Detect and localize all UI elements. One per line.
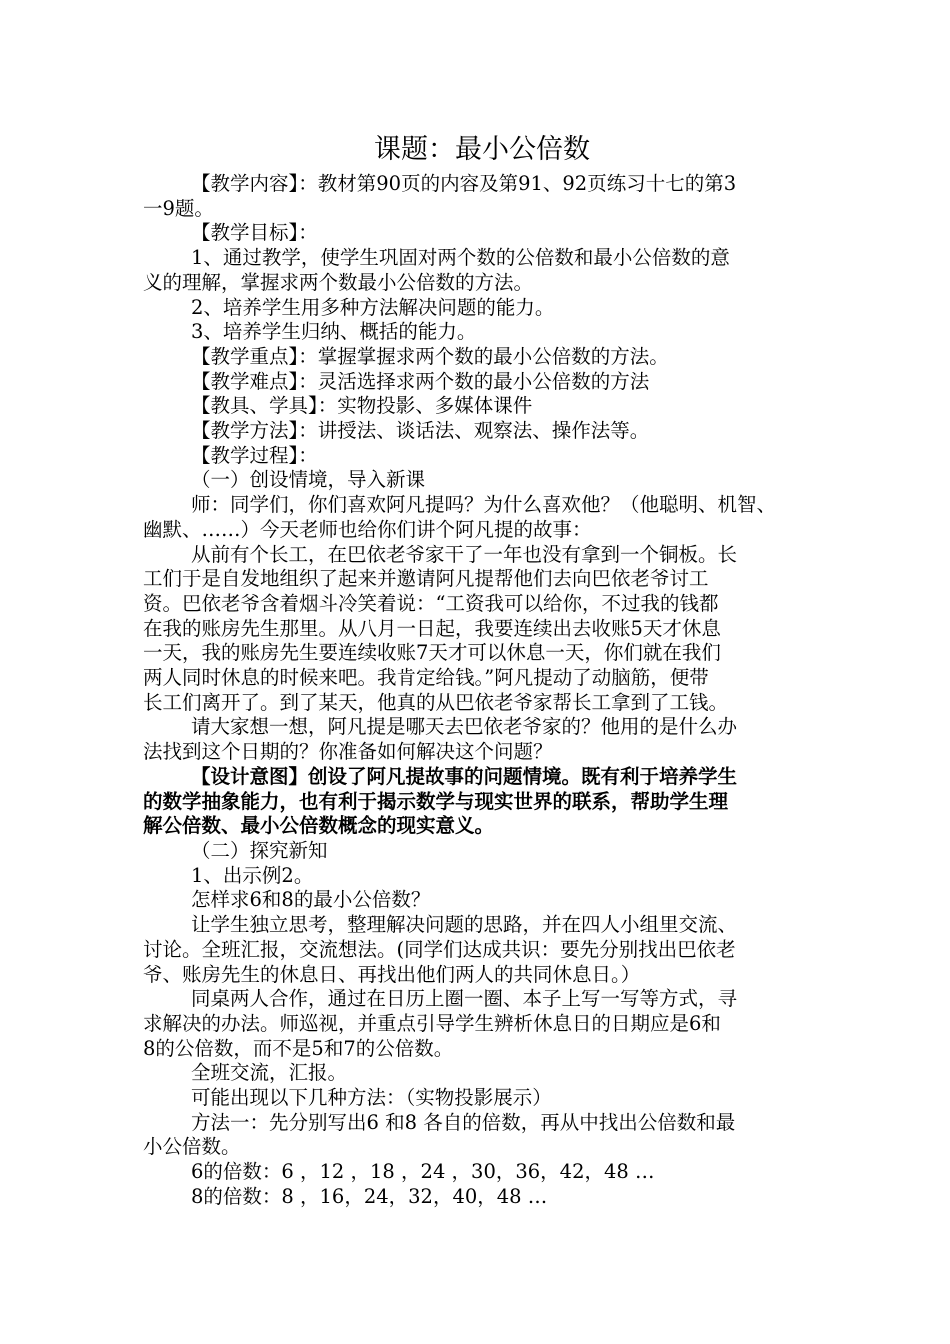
text-line: 长工们离开了。到了某天，他真的从巴依老爷家帮长工拿到了工钱。 bbox=[143, 690, 729, 714]
text-line: 【设计意图】创设了阿凡提故事的问题情境。既有利于培养学生 bbox=[191, 764, 738, 788]
text-line: 的数学抽象能力，也有利于揭示数学与现实世界的联系，帮助学生理 bbox=[143, 789, 729, 813]
text-line: 解公倍数、最小公倍数概念的现实意义。 bbox=[143, 814, 495, 838]
text-line: 【教学难点】：灵活选择求两个数的最小公倍数的方法 bbox=[191, 369, 650, 393]
text-line: 从前有个长工，在巴依老爷家干了一年也没有拿到一个铜板。长 bbox=[191, 542, 738, 566]
text-line: 【教学目标】： bbox=[191, 221, 318, 245]
text-line: 小公倍数。 bbox=[143, 1135, 241, 1159]
text-line: 一天，我的账房先生要连续收账7天才可以休息一天，你们就在我们 bbox=[143, 641, 721, 665]
text-line: 资。巴依老爷含着烟斗冷笑着说：“工资我可以给你，不过我的钱都 bbox=[143, 591, 719, 615]
text-line: 2、培养学生用多种方法解决问题的能力。 bbox=[191, 295, 555, 319]
text-line: 义的理解，掌握求两个数最小公倍数的方法。 bbox=[143, 270, 534, 294]
document-page bbox=[143, 128, 811, 1210]
text-line: 爷、账房先生的休息日、再找出他们两人的共同休息日。） bbox=[143, 962, 641, 986]
text-line: 【教具、学具】：实物投影、多媒体课件 bbox=[191, 394, 533, 418]
text-line: 1、通过教学，使学生巩固对两个数的公倍数和最小公倍数的意 bbox=[191, 246, 730, 270]
text-line: 两人同时休息的时候来吧。我肯定给钱。”阿凡提动了动脑筋，便带 bbox=[143, 666, 709, 690]
text-line: 3、培养学生归纳、概括的能力。 bbox=[191, 320, 477, 344]
text-line: 6的倍数：6 ，12 ，18 ，24 ，30，36，42，48 … bbox=[191, 1160, 655, 1184]
text-line: （一）创设情境，导入新课 bbox=[191, 468, 426, 492]
text-line: 同桌两人合作，通过在日历上圈一圈、本子上写一写等方式，寻 bbox=[191, 987, 738, 1011]
text-line: 法找到这个日期的？你准备如何解决这个问题？ bbox=[143, 740, 553, 764]
text-line: 让学生独立思考，整理解决问题的思路，并在四人小组里交流、 bbox=[191, 913, 738, 937]
text-line: 请大家想一想，阿凡提是哪天去巴依老爷家的？他用的是什么办 bbox=[191, 715, 738, 739]
text-line: 1、出示例2。 bbox=[191, 863, 314, 887]
text-line: 在我的账房先生那里。从八月一日起，我要连续出去收账5天才休息 bbox=[143, 616, 721, 640]
text-line: 【教学重点】：掌握掌握求两个数的最小公倍数的方法。 bbox=[191, 344, 669, 368]
text-line: 方法一：先分别写出6 和8 各自的倍数，再从中找出公倍数和最 bbox=[191, 1110, 736, 1134]
text-line: 可能出现以下几种方法：（实物投影展示） bbox=[191, 1086, 552, 1110]
text-line: 怎样求6和8的最小公倍数？ bbox=[191, 888, 431, 912]
text-line: 一9题。 bbox=[143, 196, 214, 220]
text-line: 师：同学们，你们喜欢阿凡提吗？为什么喜欢他？（他聪明、机智、 bbox=[191, 493, 777, 517]
text-line: 8的倍数：8 ，16，24，32，40，48 … bbox=[191, 1184, 548, 1208]
text-line: 求解决的办法。师巡视，并重点引导学生辨析休息日的日期应是6和 bbox=[143, 1011, 721, 1035]
text-line: 幽默、……）今天老师也给你们讲个阿凡提的故事： bbox=[143, 517, 592, 541]
text-line: 工们于是自发地组织了起来并邀请阿凡提帮他们去向巴依老爷讨工 bbox=[143, 567, 709, 591]
text-line: 讨论。全班汇报，交流想法。(同学们达成共识：要先分别找出巴依老 bbox=[143, 937, 736, 961]
text-line: 8的公倍数，而不是5和7的公倍数。 bbox=[143, 1036, 454, 1060]
text-line: 【教学方法】：讲授法、谈话法、观察法、操作法等。 bbox=[191, 419, 650, 443]
text-line: 全班交流，汇报。 bbox=[191, 1061, 348, 1085]
text-line: 【教学内容】：教材第90页的内容及第91、92页练习十七的第3 bbox=[191, 172, 737, 195]
document-title: 课题：最小公倍数 bbox=[374, 134, 590, 165]
document-body bbox=[143, 172, 811, 1210]
text-line: （二）探究新知 bbox=[191, 838, 328, 862]
text-line: 【教学过程】： bbox=[191, 443, 318, 467]
